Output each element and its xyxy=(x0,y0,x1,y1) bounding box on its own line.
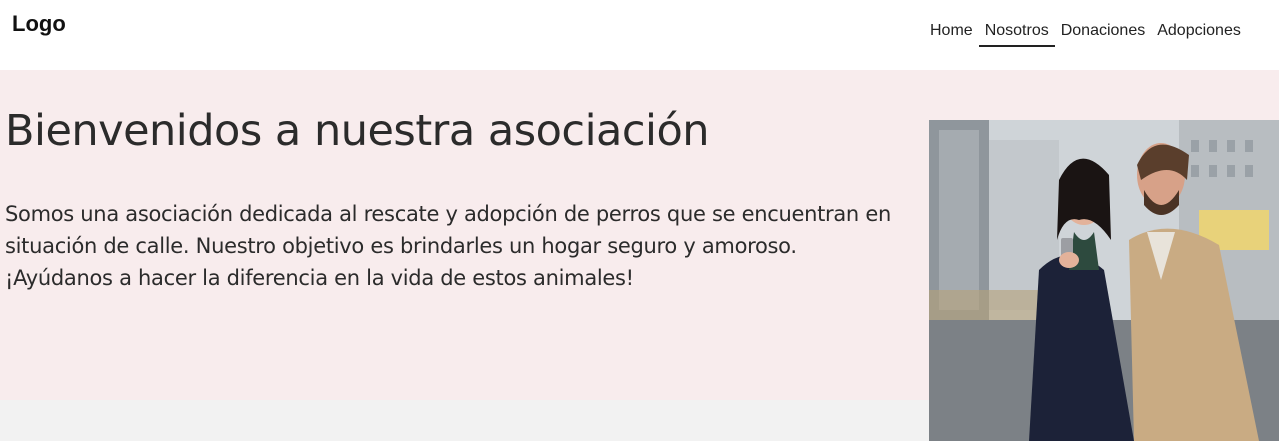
nav-adopciones[interactable]: Adopciones xyxy=(1157,22,1241,39)
hero-description: Somos una asociación dedicada al rescate y adopción de perros que se encuentran en situación de calle. Nuestro objetivo es brindarles un hogar seguro y amoroso. ¡Ayúdanos a hacer la diferencia en la vida de estos animales! xyxy=(5,202,891,290)
nav-nosotros[interactable]: Nosotros xyxy=(979,21,1055,47)
hero-title: Bienvenidos a nuestra asociación xyxy=(5,106,710,156)
logo[interactable]: Logo xyxy=(12,11,66,36)
hero-photo xyxy=(929,120,1279,441)
nav-donaciones[interactable]: Donaciones xyxy=(1060,22,1146,39)
nav-home[interactable]: Home xyxy=(930,22,973,39)
site-header xyxy=(0,0,1279,70)
hero-section xyxy=(0,70,1279,400)
main-nav xyxy=(929,21,1247,47)
